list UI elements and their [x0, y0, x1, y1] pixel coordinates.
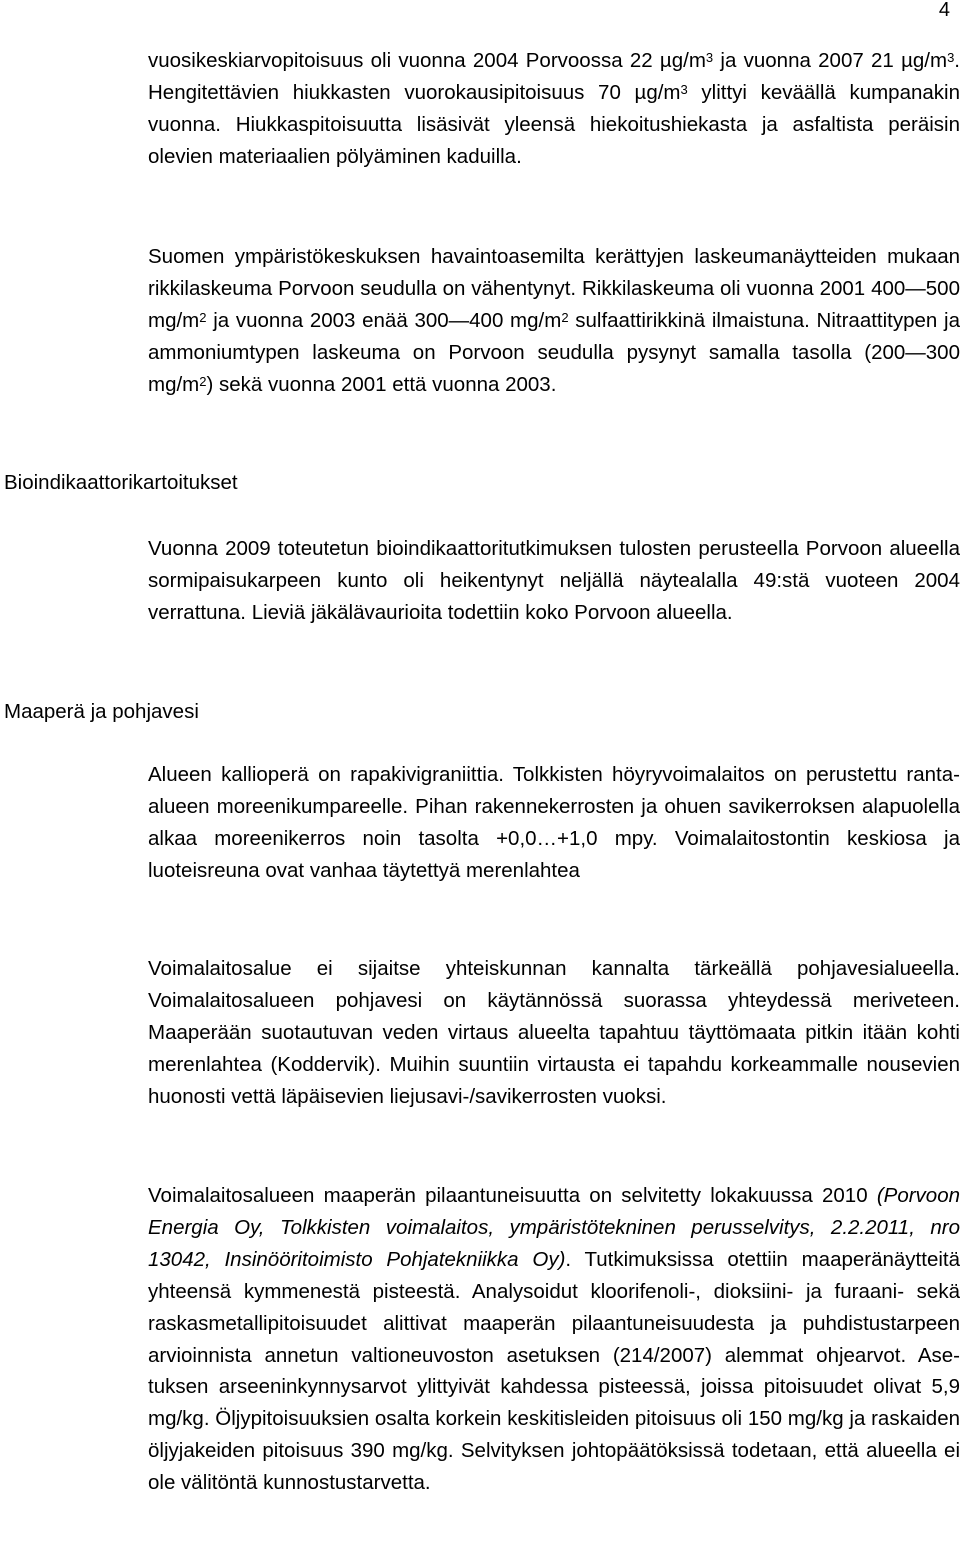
- paragraph-bedrock: Alueen kallioperä on rapakivigraniittia. Tolkkisten höyryvoimalaitos on perustettu ranta-alueen moreenikumpareelle. Pihan rakennekerrosten ja ohuen savikerroksen alapuolella alkaa moreenikerros noin tasolta +0,0…+1,0 mpy. Voimalaitostontin keskiosa ja luoteisreuna ovat vanhaa täytettyä merenlahtea: [148, 763, 960, 882]
- text-run: Voimalaitosalueen maaperän pilaantuneisuutta on selvitetty lokakuussa 2010: [148, 1184, 877, 1207]
- text-run: vuosikeskiarvopitoisuus oli vuonna 2004 Porvoossa 22 µg/m: [148, 49, 706, 72]
- section-heading-soil-groundwater: Maaperä ja pohjavesi: [4, 700, 199, 723]
- paragraph-bioindicator-study: Vuonna 2009 toteutetun bioindikaattoritutkimuksen tulosten perusteella Porvoon alueella sormipaisukarpeen kunto oli heikentynyt neljällä näytealalla 49:stä vuoteen 2004 verrattuna. Lieviä jäkälävaurioita todettiin koko Porvoon alueella.: [148, 537, 960, 624]
- paragraph-deposition: [148, 241, 960, 401]
- paragraph-groundwater: Voimalaitosalue ei sijaitse yhteiskunnan kannalta tärkeällä pohjavesialueella. Voimalaitosalueen pohjavesi on käytännössä suorassa yhteydessä meriveteen. Maaperään suotautuvan veden virtaus alueelta tapahtuu täyttömaata pitkin itään kohti merenlahtea (Koddervik). Muihin suuntiin virtausta ei tapahdu korkeammalle nousevien huonosti vettä läpäisevien liejusavi-/savikerrosten vuoksi.: [148, 957, 960, 1108]
- citation-italic: (Porvoon Energia Oy, Tolkkisten voimalaitos, ympäristötekninen perusselvitys, 2.2.2011, nro 13042, Insinööritoimisto Pohjatekniikka Oy): [148, 1184, 960, 1271]
- text-run: ja vuonna 2003 enää 300—400 mg/m: [206, 308, 562, 332]
- superscript: 3: [947, 50, 955, 66]
- paragraph-soil-contamination: [148, 1180, 960, 1499]
- text-run: ja vuonna 2007 21 µg/m: [713, 49, 948, 72]
- paragraph-particulate-concentrations: [148, 45, 960, 173]
- text-run: Suomen ympäristökeskuksen havaintoasemilta kerättyjen laskeumanäytteiden mukaan rikkilaskeuma Porvoon seudulla on vähentynyt. Rikkilaskeuma oli vuonna 2001 400—500 mg/m: [148, 245, 960, 332]
- superscript: 3: [705, 50, 714, 66]
- superscript: 2: [561, 310, 569, 326]
- page-number: 4: [938, 0, 950, 21]
- superscript: 2: [199, 310, 207, 326]
- section-heading-bioindicators: Bioindikaattorikartoitukset: [4, 471, 238, 494]
- superscript: 2: [199, 374, 207, 390]
- text-run: ylittyi keväällä kumpanakin vuonna. Hiukkaspitoisuutta lisäsivät yleensä hiekoitushiekasta ja asfaltista peräisin olevien materiaalien pölyäminen kaduilla.: [148, 80, 960, 168]
- text-run: sulfaattirikkinä ilmaistuna. Nitraattitypen ja ammoniumtypen laskeuma on Porvoon seudulla pysynyt samalla tasolla (200—300 mg/m: [148, 308, 960, 396]
- text-run: ) sekä vuonna 2001 että vuonna 2003.: [206, 372, 557, 396]
- text-run: . Tutkimuksissa otettiin maaperänäytteitä yhteensä kymmenestä pisteestä. Analysoidut kloorifenoli-, dioksiini- ja furaani- sekä raskasmetallipitoisuudet alittivat maaperän pilaantuneisuudesta ja puhdistustarpeen arvioinnista annetun valtioneuvoston asetuksen (214/2007) alemmat ohjearvot. Asetuksen arseeninkynnysarvot ylittyivät kahdessa pisteessä, joissa pitoisuudet olivat 5,9 mg/kg. Öljypitoisuuksien osalta korkein keskitisleiden pitoisuus oli 150 mg/kg ja raskaiden öljyjakeiden pitoisuus 390 mg/kg. Selvityksen johtopäätöksissä todetaan, että alueella ei ole välitöntä kunnostustarvetta.: [148, 1247, 960, 1495]
- superscript: 3: [680, 82, 688, 98]
- text-run: . Hengitettävien hiukkasten vuorokausipitoisuus 70 µg/m: [148, 49, 960, 104]
